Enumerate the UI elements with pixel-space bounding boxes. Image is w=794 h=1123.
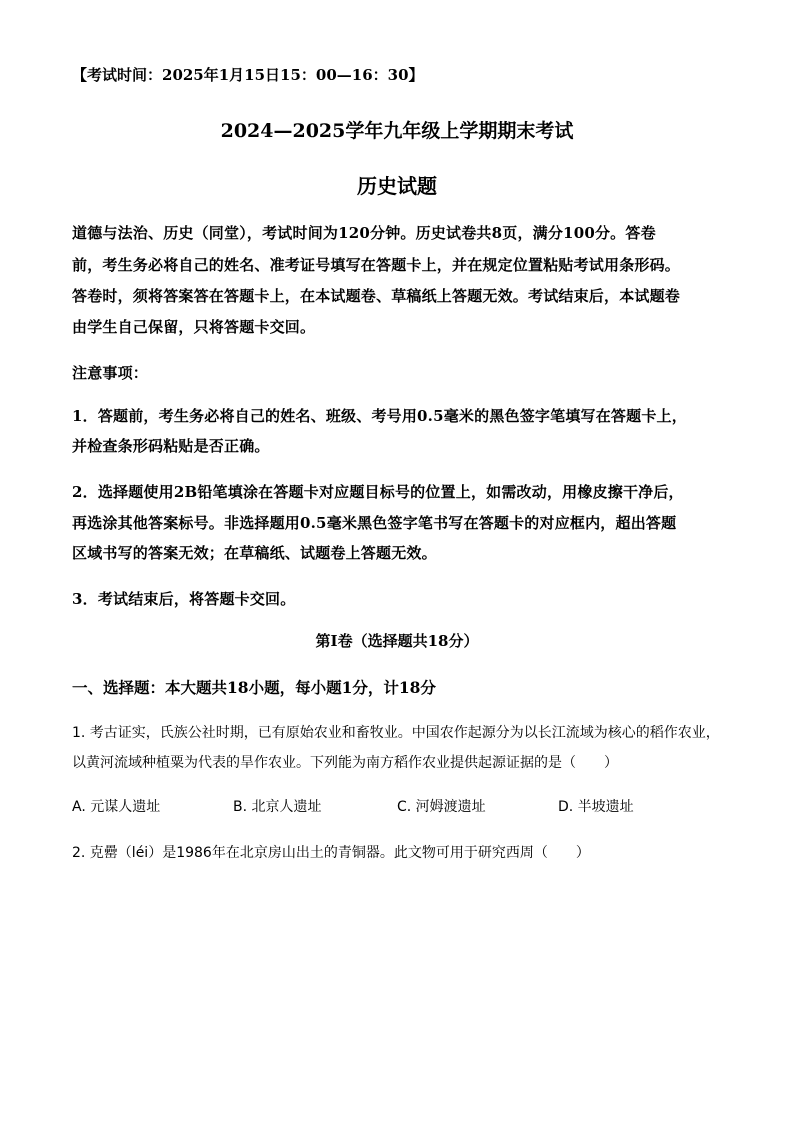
question-text-line: 以黄河流域种植粟为代表的旱作农业。下列能为南方稻作农业提供起源证据的是（ ） (72, 755, 618, 771)
notice-line: 区域书写的答案无效；在草稿纸、试题卷上答题无效。 (72, 544, 437, 562)
option-a: A. 元谋人遗址 (72, 799, 161, 815)
intro-line: 答卷时，须将答案答在答题卡上，在本试题卷、草稿纸上答题无效。考试结束后，本试题卷 (72, 287, 681, 305)
intro-line: 道德与法治、历史（同堂），考试时间为120分钟。历史试卷共8页，满分100分。答卷 (72, 224, 656, 242)
subject-title: 历史试题 (357, 174, 437, 198)
option-c: C. 河姆渡遗址 (397, 799, 486, 815)
notice-line: 并检查条形码粘贴是否正确。 (72, 437, 270, 455)
exam-title: 2024—2025学年九年级上学期期末考试 (220, 120, 574, 142)
section-title: 第Ⅰ卷（选择题共18分） (315, 632, 479, 650)
intro-line: 前，考生务必将自己的姓名、准考证号填写在答题卡上，并在规定位置粘贴考试用条形码。 (72, 256, 681, 274)
question-text-line: 1. 考古证实，氏族公社时期，已有原始农业和畜牧业。中国农作起源分为以长江流域为核心的稻作农业， (72, 725, 720, 741)
notice-item-3: 3．考试结束后，将答题卡交回。 (72, 590, 296, 608)
notice-line: 再选涂其他答案标号。非选择题用0.5毫米黑色签字笔书写在答题卡的对应框内，超出答题 (72, 514, 677, 532)
notice-line: 1．答题前，考生务必将自己的姓名、班级、考号用0.5毫米的黑色签字笔填写在答题卡上， (72, 407, 687, 425)
notice-heading: 注意事项： (72, 364, 149, 382)
exam-time: 【考试时间：2025年1月15日15：00—16：30】 (72, 66, 424, 84)
option-d: D. 半坡遗址 (558, 799, 634, 815)
intro-line: 由学生自己保留，只将答题卡交回。 (72, 318, 316, 336)
option-b: B. 北京人遗址 (233, 799, 322, 815)
question-text-line: 2. 克罍（léi）是1986年在北京房山出土的青铜器。此文物可用于研究西周（ ） (72, 845, 590, 861)
part-heading: 一、选择题：本大题共18小题，每小题1分，计18分 (72, 678, 436, 697)
notice-line: 2．选择题使用2B铅笔填涂在答题卡对应题目标号的位置上，如需改动，用橡皮擦干净后， (72, 483, 684, 501)
